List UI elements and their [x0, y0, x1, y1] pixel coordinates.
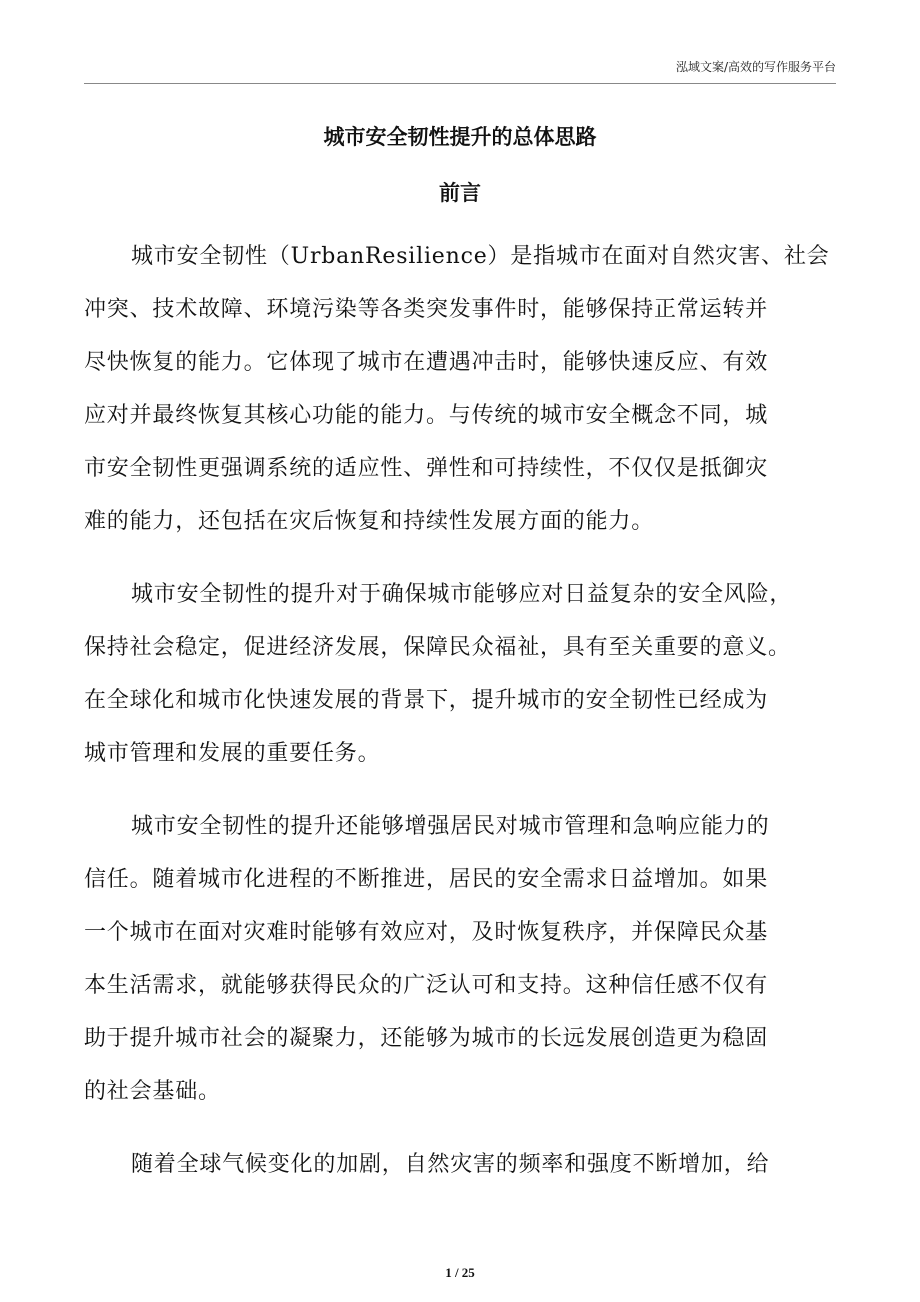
text-line: 保持社会稳定，促进经济发展，保障民众福祉，具有至关重要的意义。 [84, 635, 791, 660]
text-line: 尽快恢复的能力。它体现了城市在遭遇冲击时，能够快速反应、有效 [84, 350, 769, 375]
paragraph-2 [84, 568, 836, 780]
header-divider [84, 83, 836, 84]
header-text: 泓域文案/高效的写作服务平台 [675, 60, 836, 74]
text-line: 助于提升城市社会的凝聚力，还能够为城市的长远发展创造更为稳固 [84, 1026, 769, 1051]
text-line: 在全球化和城市化快速发展的背景下，提升城市的安全韧性已经成为 [84, 688, 769, 713]
document-body [84, 230, 836, 1211]
text-line: 本生活需求，就能够获得民众的广泛认可和支持。这种信任感不仅有 [84, 973, 769, 998]
text-line: 一个城市在面对灾难时能够有效应对，及时恢复秩序，并保障民众基 [84, 920, 769, 945]
section-title: 前言 [439, 181, 481, 205]
text-line: 城市安全韧性的提升对于确保城市能够应对日益复杂的安全风险， [131, 582, 793, 607]
text-line: 城市安全韧性（UrbanResilience）是指城市在面对自然灾害、社会 [131, 244, 830, 269]
paragraph-1 [84, 230, 836, 548]
text-line: 的社会基础。 [84, 1079, 221, 1104]
paragraph-4 [84, 1138, 836, 1191]
document-title: 城市安全韧性提升的总体思路 [323, 125, 597, 149]
text-line: 市安全韧性更强调系统的适应性、弹性和可持续性，不仅仅是抵御灾 [84, 456, 769, 481]
text-line: 难的能力，还包括在灾后恢复和持续性发展方面的能力。 [84, 509, 655, 534]
text-line: 应对并最终恢复其核心功能的能力。与传统的城市安全概念不同，城 [84, 403, 769, 428]
text-line: 信任。随着城市化进程的不断推进，居民的安全需求日益增加。如果 [84, 867, 769, 892]
paragraph-3 [84, 800, 836, 1118]
text-line: 冲突、技术故障、环境污染等各类突发事件时，能够保持正常运转并 [84, 297, 769, 322]
text-line: 城市管理和发展的重要任务。 [84, 741, 381, 766]
page-number: 1 / 25 [445, 1265, 475, 1280]
text-line: 随着全球气候变化的加剧，自然灾害的频率和强度不断增加，给 [131, 1152, 770, 1177]
text-line: 城市安全韧性的提升还能够增强居民对城市管理和急响应能力的 [131, 814, 770, 839]
